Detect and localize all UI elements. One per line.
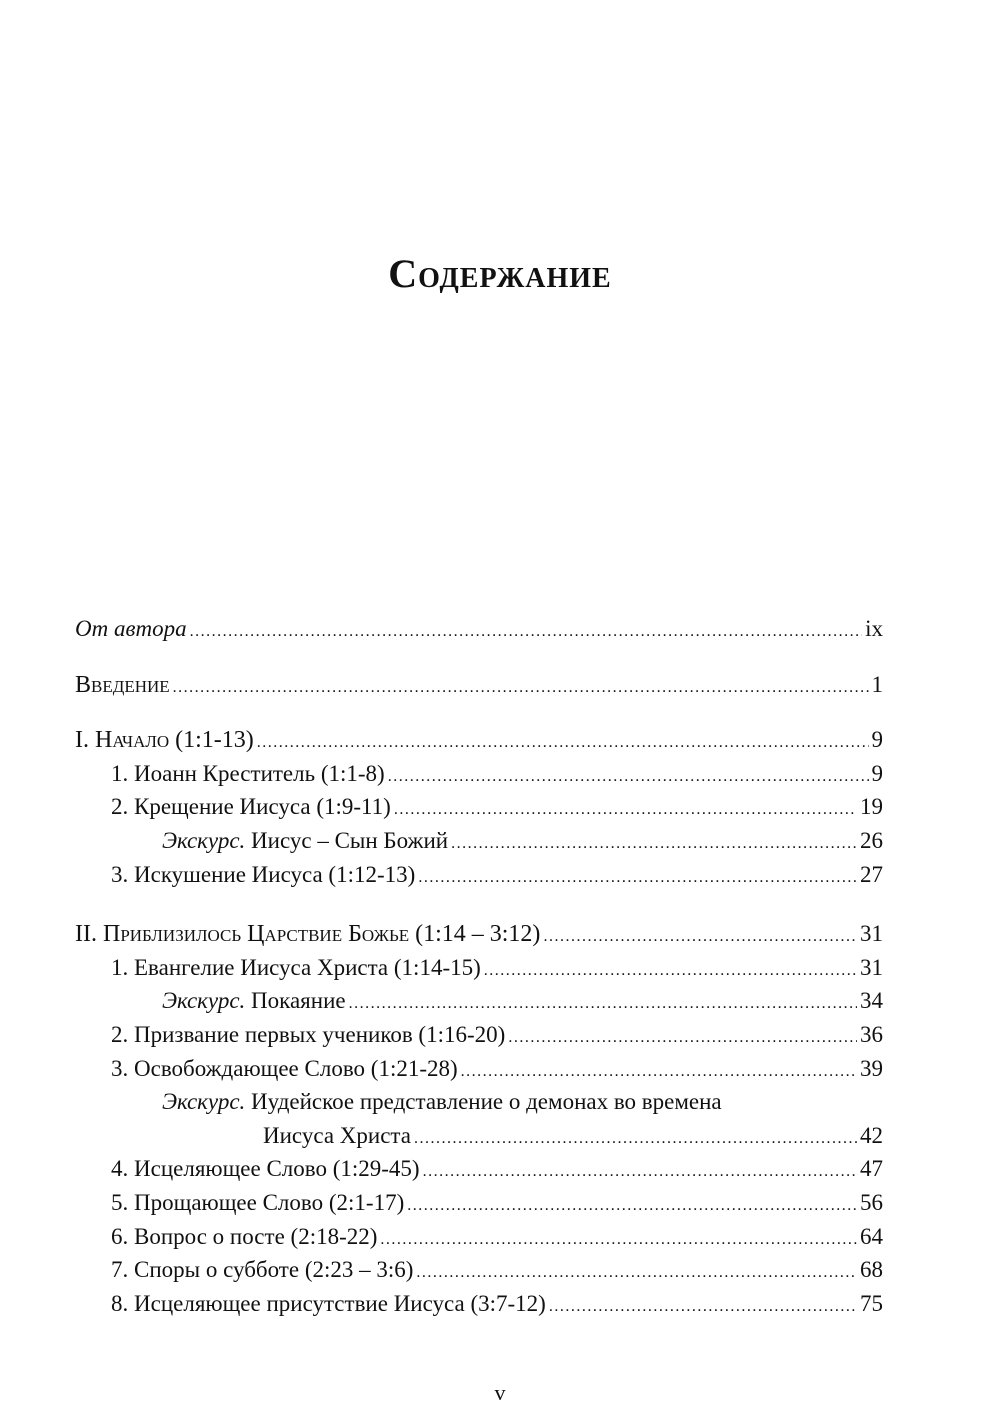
dot-leader — [416, 1256, 857, 1290]
dot-leader — [380, 1223, 857, 1257]
dot-leader — [190, 615, 863, 649]
entry-label: 1. Иоанн Креститель (1:1-8) — [111, 760, 385, 786]
entry-page: 34 — [860, 988, 883, 1014]
entry-label: 5. Прощающее Слово (2:1-17) — [111, 1189, 405, 1215]
entry-page: 9 — [871, 760, 883, 786]
entry-label: Покаяние — [251, 988, 346, 1014]
excursus-prefix: Экскурс. — [162, 1089, 246, 1115]
entry-label: 8. Исцеляющее присутствие Иисуса (3:7-12) — [111, 1290, 546, 1316]
entry-page: 75 — [860, 1290, 883, 1316]
toc-entry[interactable] — [75, 1018, 883, 1052]
entry-page: 26 — [860, 827, 883, 853]
toc-entry[interactable] — [75, 1253, 883, 1287]
dot-leader — [451, 827, 857, 861]
toc-entry[interactable] — [75, 1186, 883, 1220]
entry-page: 39 — [860, 1055, 883, 1081]
dot-leader — [173, 671, 869, 705]
entry-page: 64 — [860, 1223, 883, 1249]
toc-excursus-continuation[interactable] — [75, 1119, 883, 1153]
page-title: Содержание — [388, 251, 612, 296]
dot-leader — [394, 793, 857, 827]
entry-page: 42 — [860, 1122, 883, 1148]
toc-entry[interactable] — [75, 1287, 883, 1321]
toc-entry[interactable] — [75, 858, 883, 892]
entry-label: Иудейское представление о демонах во времена — [251, 1089, 722, 1115]
toc-entry[interactable] — [75, 757, 883, 791]
entry-label: Иисус – Сын Божий — [251, 827, 449, 853]
dot-leader — [549, 1290, 857, 1324]
dot-leader — [543, 920, 857, 954]
entry-label: 7. Споры о субботе (2:23 – 3:6) — [111, 1257, 414, 1283]
toc-excursus[interactable] — [75, 1085, 883, 1119]
toc-part-1[interactable] — [75, 723, 883, 757]
dot-leader — [349, 987, 857, 1021]
entry-label: 1. Евангелие Иисуса Христа (1:14-15) — [111, 954, 481, 980]
entry-page: 9 — [871, 727, 883, 753]
entry-label: Введение — [75, 671, 170, 698]
entry-label: 4. Исцеляющее Слово (1:29-45) — [111, 1156, 420, 1182]
dot-leader — [508, 1021, 857, 1055]
toc-excursus[interactable] — [75, 824, 883, 858]
toc-part-2[interactable] — [75, 917, 883, 951]
toc-entry[interactable] — [75, 1220, 883, 1254]
toc-entry-introduction[interactable] — [75, 668, 883, 702]
entry-page: ix — [865, 616, 883, 641]
dot-leader — [461, 1055, 857, 1089]
entry-label: 6. Вопрос о посте (2:18-22) — [111, 1223, 378, 1249]
entry-page: 56 — [860, 1189, 883, 1215]
dot-leader — [388, 760, 869, 794]
toc-entry[interactable] — [75, 790, 883, 824]
dot-leader — [414, 1122, 857, 1156]
entry-label: II. Приблизилось Царствие Божье (1:14 – 3:12) — [75, 921, 541, 948]
toc-excursus[interactable] — [75, 984, 883, 1018]
entry-label: 3. Искушение Иисуса (1:12-13) — [111, 861, 416, 887]
table-of-contents — [75, 612, 883, 1320]
entry-label: 2. Призвание первых учеников (1:16-20) — [111, 1021, 506, 1047]
toc-entry[interactable] — [75, 1052, 883, 1086]
page-number: v — [494, 1380, 506, 1405]
entry-page: 31 — [860, 921, 883, 947]
excursus-prefix: Экскурс. — [162, 988, 246, 1014]
entry-label: От автора — [75, 616, 187, 641]
entry-label: Иисуса Христа — [263, 1122, 411, 1148]
entry-label: 2. Крещение Иисуса (1:9-11) — [111, 794, 391, 820]
dot-leader — [407, 1189, 857, 1223]
dot-leader — [423, 1155, 857, 1189]
entry-page: 1 — [871, 671, 883, 697]
dot-leader — [484, 954, 857, 988]
dot-leader — [418, 861, 857, 895]
entry-page: 68 — [860, 1257, 883, 1283]
entry-label: I. Начало (1:1-13) — [75, 727, 254, 754]
entry-label: 3. Освобождающее Слово (1:21-28) — [111, 1055, 458, 1081]
dot-leader — [257, 726, 869, 760]
entry-page: 31 — [860, 954, 883, 980]
toc-entry[interactable] — [75, 951, 883, 985]
excursus-prefix: Экскурс. — [162, 827, 246, 853]
entry-page: 27 — [860, 861, 883, 887]
entry-page: 47 — [860, 1156, 883, 1182]
toc-entry[interactable] — [75, 1152, 883, 1186]
toc-entry-from-author[interactable] — [75, 612, 883, 646]
entry-page: 19 — [860, 794, 883, 820]
entry-page: 36 — [860, 1021, 883, 1047]
